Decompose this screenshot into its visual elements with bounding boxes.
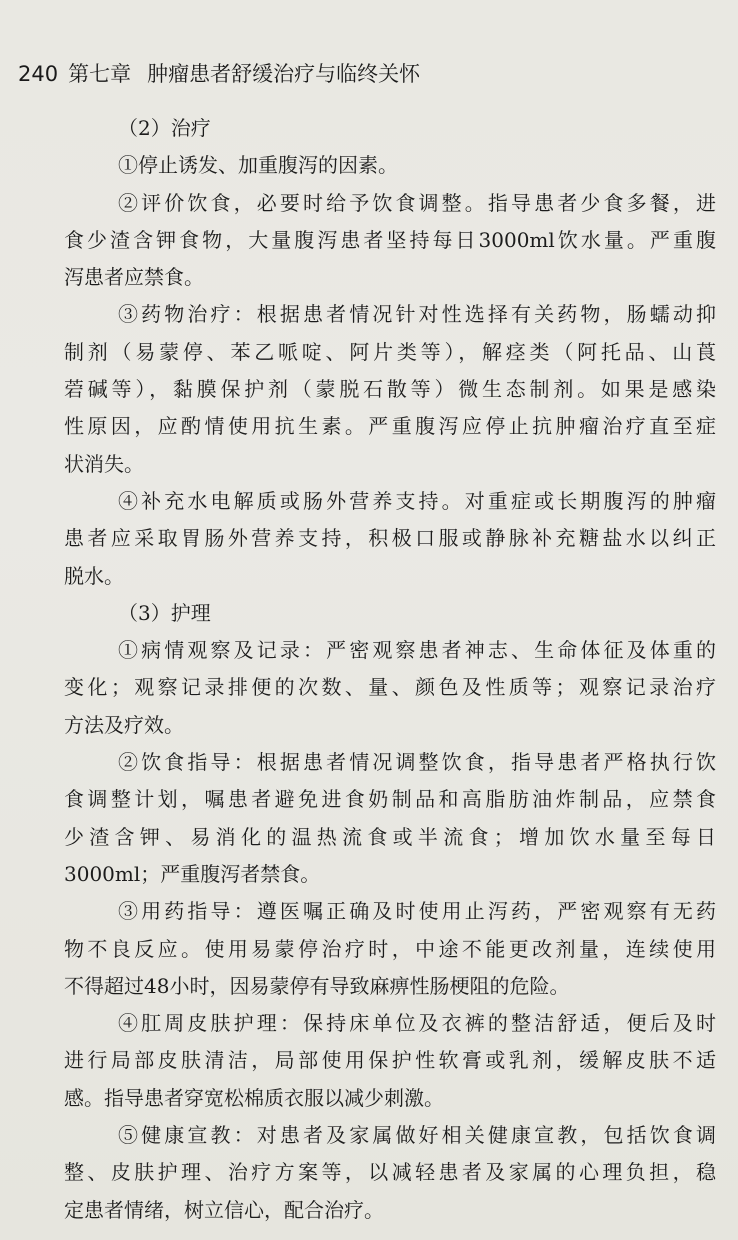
text-line: 方法及疗效。 <box>64 712 184 737</box>
text-line: 性原因，应酌情使用抗生素。严重腹泻应停止抗肿瘤治疗直至症 <box>64 414 716 439</box>
text-line: 整、皮肤护理、治疗方案等，以减轻患者及家属的心理负担，稳 <box>64 1160 716 1185</box>
text-line: ③用药指导：遵医嘱正确及时使用止泻药，严密观察有无药 <box>118 899 716 924</box>
text-line: 定患者情绪，树立信心，配合治疗。 <box>64 1197 384 1222</box>
text-line: 泻患者应禁食。 <box>64 265 204 290</box>
text-line: 进行局部皮肤清洁，局部使用保护性软膏或乳剂，缓解皮肤不适 <box>64 1048 716 1073</box>
chapter-title: 肿瘤患者舒缓治疗与临终关怀 <box>147 62 421 86</box>
text-line: 3000ml；严重腹泻者禁食。 <box>64 861 321 886</box>
text-line: 状消失。 <box>64 451 144 476</box>
text-line: （2）治疗 <box>118 116 211 140</box>
text-line: （3）护理 <box>118 600 211 625</box>
text-line: 脱水。 <box>64 563 124 588</box>
text-line: ②饮食指导：根据患者情况调整饮食，指导患者严格执行饮 <box>118 750 716 775</box>
text-line: 物不良反应。使用易蒙停治疗时，中途不能更改剂量，连续使用 <box>64 936 716 961</box>
text-line: 少渣含钾、易消化的温热流食或半流食；增加饮水量至每日 <box>64 824 716 849</box>
body-text <box>64 110 716 1229</box>
text-line: 变化；观察记录排便的次数、量、颜色及性质等；观察记录治疗 <box>64 675 716 700</box>
text-line: 不得超过48小时，因易蒙停有导致麻痹性肠梗阻的危险。 <box>64 973 570 998</box>
text-line: ①病情观察及记录：严密观察患者神志、生命体征及体重的 <box>118 638 716 663</box>
text-line: 患者应采取胃肠外营养支持，积极口服或静脉补充糖盐水以纠正 <box>64 526 716 551</box>
text-line: ⑤健康宣教：对患者及家属做好相关健康宣教，包括饮食调 <box>118 1123 716 1148</box>
text-line: ④补充水电解质或肠外营养支持。对重症或长期腹泻的肿瘤 <box>118 488 716 513</box>
text-line: 食少渣含钾食物，大量腹泻患者坚持每日3000ml饮水量。严重腹 <box>64 227 716 252</box>
text-line: ③药物治疗：根据患者情况针对性选择有关药物，肠蠕动抑 <box>118 302 716 327</box>
text-line: 菪碱等），黏膜保护剂（蒙脱石散等）微生态制剂。如果是感染 <box>64 377 716 402</box>
text-line: 感。指导患者穿宽松棉质衣服以减少刺激。 <box>64 1085 444 1110</box>
page-number: 240 <box>18 62 59 86</box>
chapter-label: 第七章 <box>68 62 132 86</box>
text-line: ④肛周皮肤护理：保持床单位及衣裤的整洁舒适，便后及时 <box>118 1011 716 1036</box>
text-line: 食调整计划，嘱患者避免进食奶制品和高脂肪油炸制品，应禁食 <box>64 787 716 812</box>
text-line: ②评价饮食，必要时给予饮食调整。指导患者少食多餐，进 <box>118 190 716 215</box>
running-header <box>18 56 718 92</box>
text-line: ①停止诱发、加重腹泻的因素。 <box>118 153 398 178</box>
text-line: 制剂（易蒙停、苯乙哌啶、阿片类等），解痉类（阿托品、山莨 <box>64 339 716 364</box>
